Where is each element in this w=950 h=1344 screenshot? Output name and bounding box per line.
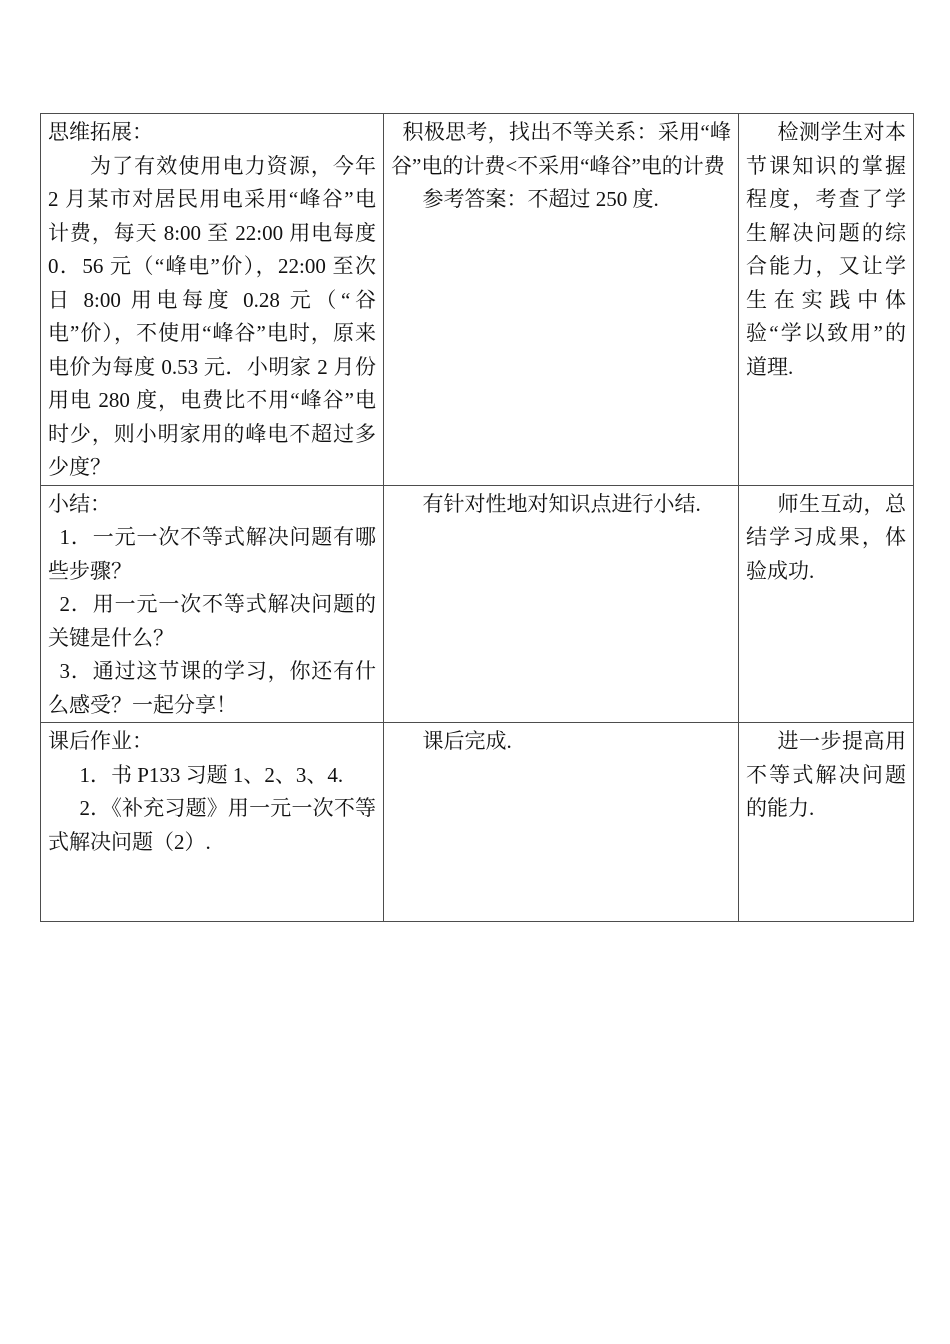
activity-text: 积极思考，找出不等关系：采用“峰谷”电的计费<不采用“峰谷”电的计费 — [391, 120, 731, 178]
activity-text: 有针对性地对知识点进行小结. — [422, 491, 701, 516]
section-heading: 思维拓展： — [48, 120, 153, 144]
cell-homework-content — [41, 723, 384, 922]
homework-item-2: 2．《补充习题》用一元一次不等式解决问题（2）. — [48, 796, 376, 854]
design-intent-text: 师生互动，总结学习成果，体验成功. — [746, 491, 906, 583]
cell-thinking-expansion-content — [41, 114, 384, 486]
row-summary — [41, 485, 914, 723]
row-thinking-expansion — [41, 114, 914, 486]
cell-thinking-expansion-intent — [739, 114, 914, 486]
section-heading: 小结： — [48, 491, 111, 516]
homework-item-1: 1．书 P133 习题 1、2、3、4. — [79, 762, 344, 787]
cell-thinking-expansion-activity — [384, 114, 739, 486]
reference-answer-text: 参考答案：不超过 250 度. — [422, 187, 659, 211]
cell-summary-activity — [384, 485, 739, 723]
cell-summary-content — [41, 485, 384, 723]
cell-homework-activity — [384, 723, 739, 922]
design-intent-text: 进一步提高用不等式解决问题的能力. — [746, 729, 906, 820]
lesson-plan-table — [40, 113, 914, 922]
problem-text: 为了有效使用电力资源，今年 2 月某市对居民用电采用“峰谷”电计费，每天 8:00 至 22:00 用电每度 0．56 元（“峰电”价），22:00 至次日 8:00 用电每度 0.28 元（“谷电”价），不使用“峰谷”电时，原来电价为每度 0.53 元．小明家 2 月份用电 280 度，电费比不用“峰谷”电时少，则小明家用的峰电不超过多少度？ — [48, 153, 376, 479]
summary-question-3: 3．通过这节课的学习，你还有什么感受？一起分享！ — [48, 659, 376, 717]
design-intent-text: 检测学生对本节课知识的掌握程度，考查了学生解决问题的综合能力，又让学生在实践中体验“学以致用”的道理. — [746, 120, 906, 379]
section-heading: 课后作业： — [48, 729, 153, 753]
cell-homework-intent — [739, 723, 914, 922]
summary-question-2: 2．用一元一次不等式解决问题的关键是什么？ — [48, 592, 376, 650]
row-homework — [41, 723, 914, 922]
cell-summary-intent — [739, 485, 914, 723]
summary-question-1: 1．一元一次不等式解决问题有哪些步骤？ — [48, 525, 376, 583]
activity-text: 课后完成. — [422, 729, 512, 753]
